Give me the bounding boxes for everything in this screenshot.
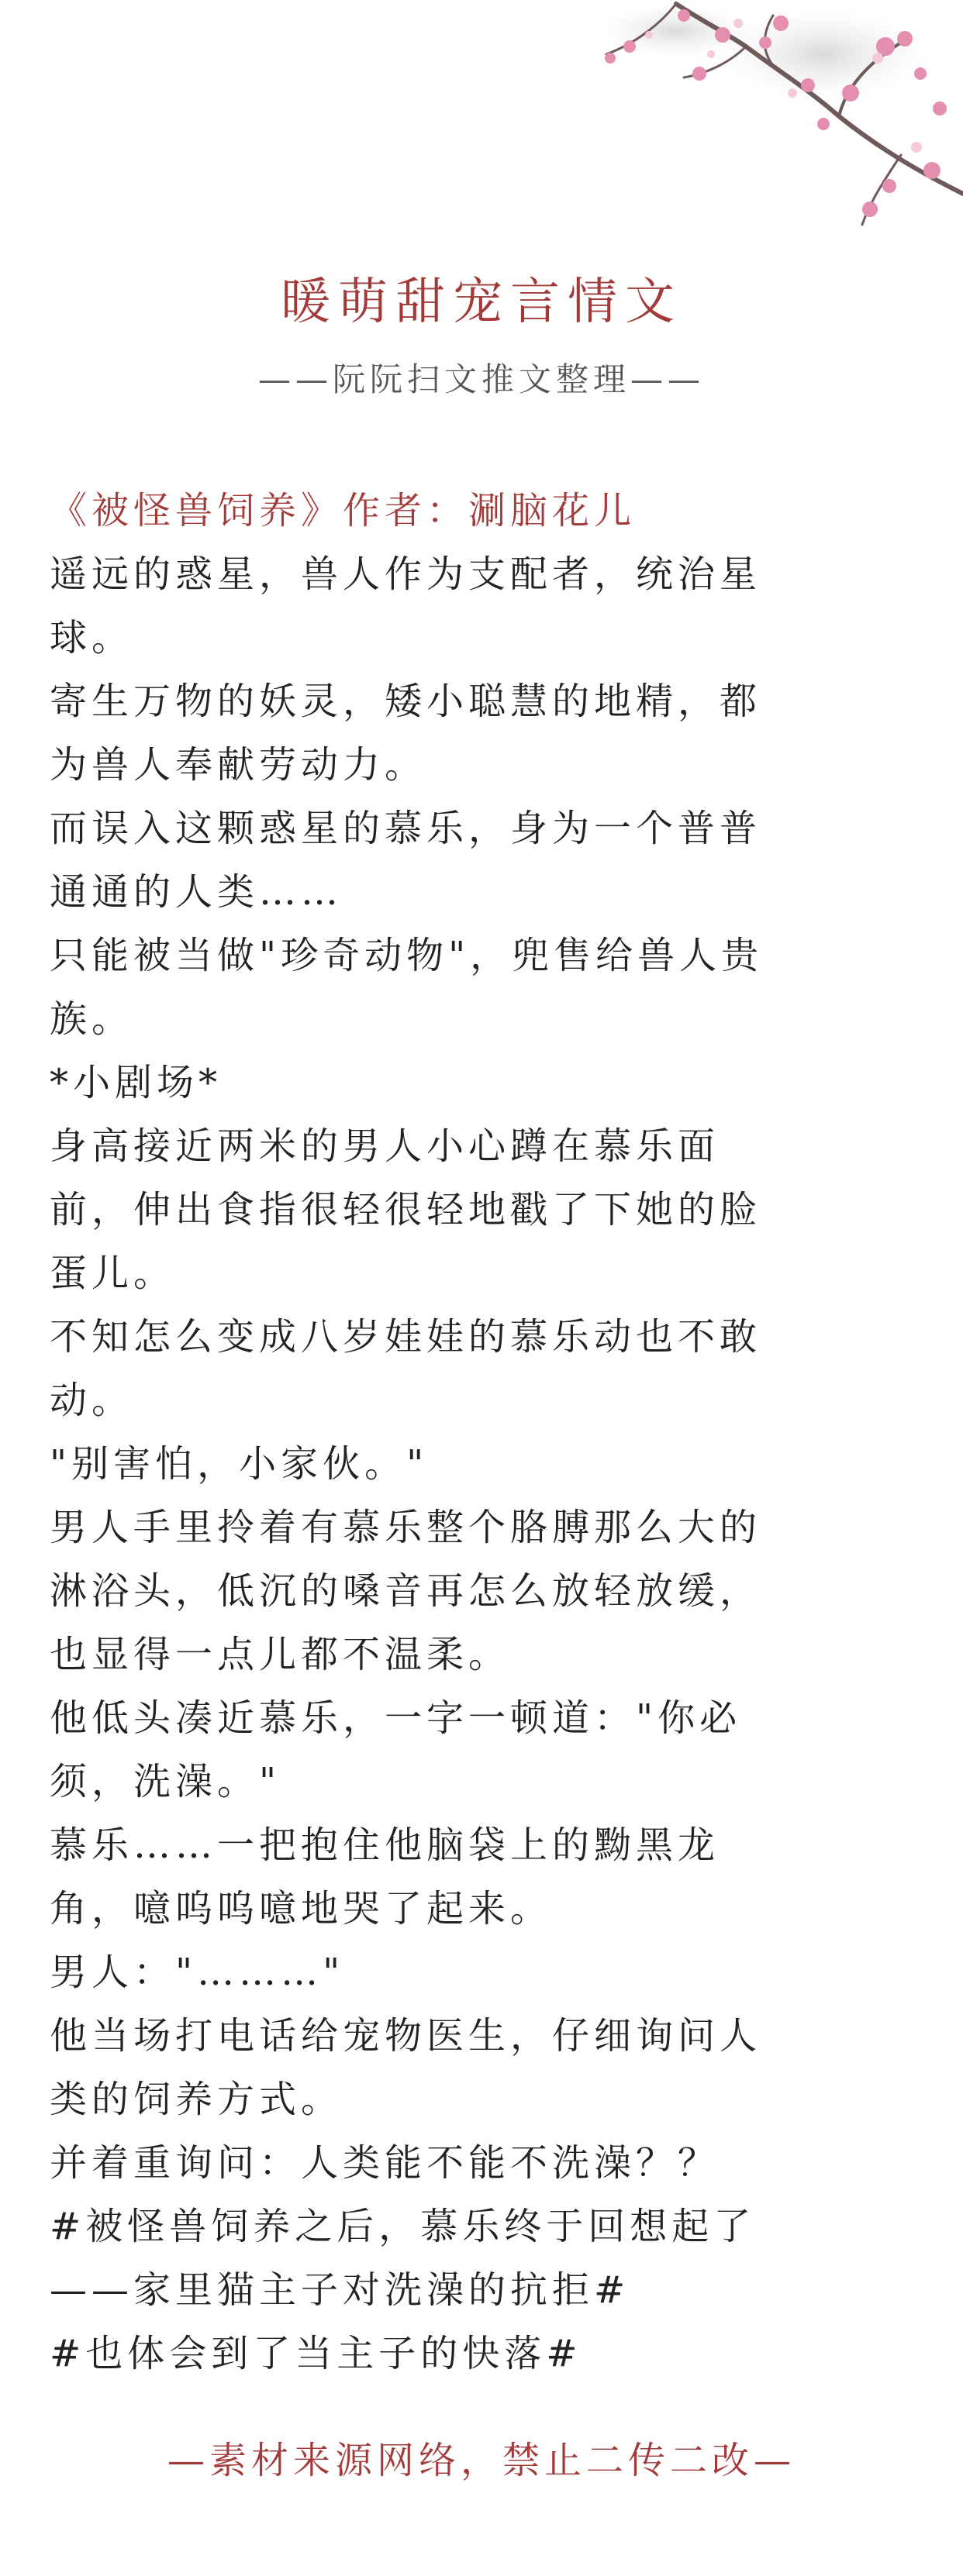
book-title-line: 《被怪兽饲养》作者：涮脑花儿	[50, 489, 637, 532]
synopsis-line: 遥远的惑星，兽人作为支配者，统治星	[50, 553, 762, 596]
synopsis-line: 动。	[50, 1379, 134, 1422]
synopsis-line: 男人手里拎着有慕乐整个胳膊那么大的	[50, 1506, 762, 1549]
synopsis-line: 寄生万物的妖灵，矮小聪慧的地精，都	[50, 680, 762, 723]
synopsis-line: 他当场打电话给宠物医生，仔细询问人	[50, 2014, 762, 2058]
source-disclaimer: —素材来源网络，禁止二传二改—	[167, 2439, 796, 2482]
synopsis-line: "别害怕，小家伙。"	[50, 1442, 429, 1486]
synopsis-line: 前，伸出食指很轻很轻地戳了下她的脸	[50, 1188, 762, 1231]
synopsis-line: 角，噫呜呜噫地哭了起来。	[50, 1887, 553, 1930]
page-subtitle: ——阮阮扫文推文整理——	[257, 360, 705, 398]
synopsis-line: 为兽人奉献劳动力。	[50, 743, 427, 787]
synopsis-line: 也显得一点儿都不温柔。	[50, 1633, 511, 1676]
synopsis-line: 慕乐……一把抱住他脑袋上的黝黑龙	[50, 1824, 720, 1867]
synopsis-line: 并着重询问：人类能不能不洗澡？？	[50, 2141, 720, 2185]
book-recommendation	[50, 479, 918, 2385]
synopsis-line: 他低头凑近慕乐，一字一顿道："你必	[50, 1696, 742, 1740]
synopsis-line: 而误入这颗惑星的慕乐，身为一个普普	[50, 807, 762, 850]
synopsis-line: 须，洗澡。"	[50, 1760, 281, 1803]
synopsis-line: #被怪兽饲养之后，慕乐终于回想起了	[50, 2205, 756, 2248]
synopsis-line: 球。	[50, 616, 134, 659]
synopsis-line: 族。	[50, 997, 134, 1041]
synopsis-line: 不知怎么变成八岁娃娃的慕乐动也不敢	[50, 1315, 762, 1359]
synopsis-line: 类的饲养方式。	[50, 2078, 343, 2121]
synopsis-line: #也体会到了当主子的快落#	[50, 2332, 582, 2375]
synopsis-line: 只能被当做"珍奇动物"，兜售给兽人贵	[50, 934, 764, 977]
synopsis-line: 男人："………"	[50, 1951, 345, 1994]
page-title: 暖萌甜宠言情文	[281, 274, 682, 331]
synopsis-line: 身高接近两米的男人小心蹲在慕乐面	[50, 1124, 720, 1168]
synopsis-line: 蛋儿。	[50, 1252, 176, 1295]
plum-blossom-illustration	[343, 0, 963, 232]
synopsis-line: 淋浴头，低沉的嗓音再怎么放轻放缓，	[50, 1569, 762, 1613]
synopsis-line: ——家里猫主子对洗澡的抗拒#	[50, 2268, 630, 2312]
synopsis-line: 通通的人类……	[50, 870, 343, 914]
synopsis-line: *小剧场*	[50, 1061, 223, 1104]
